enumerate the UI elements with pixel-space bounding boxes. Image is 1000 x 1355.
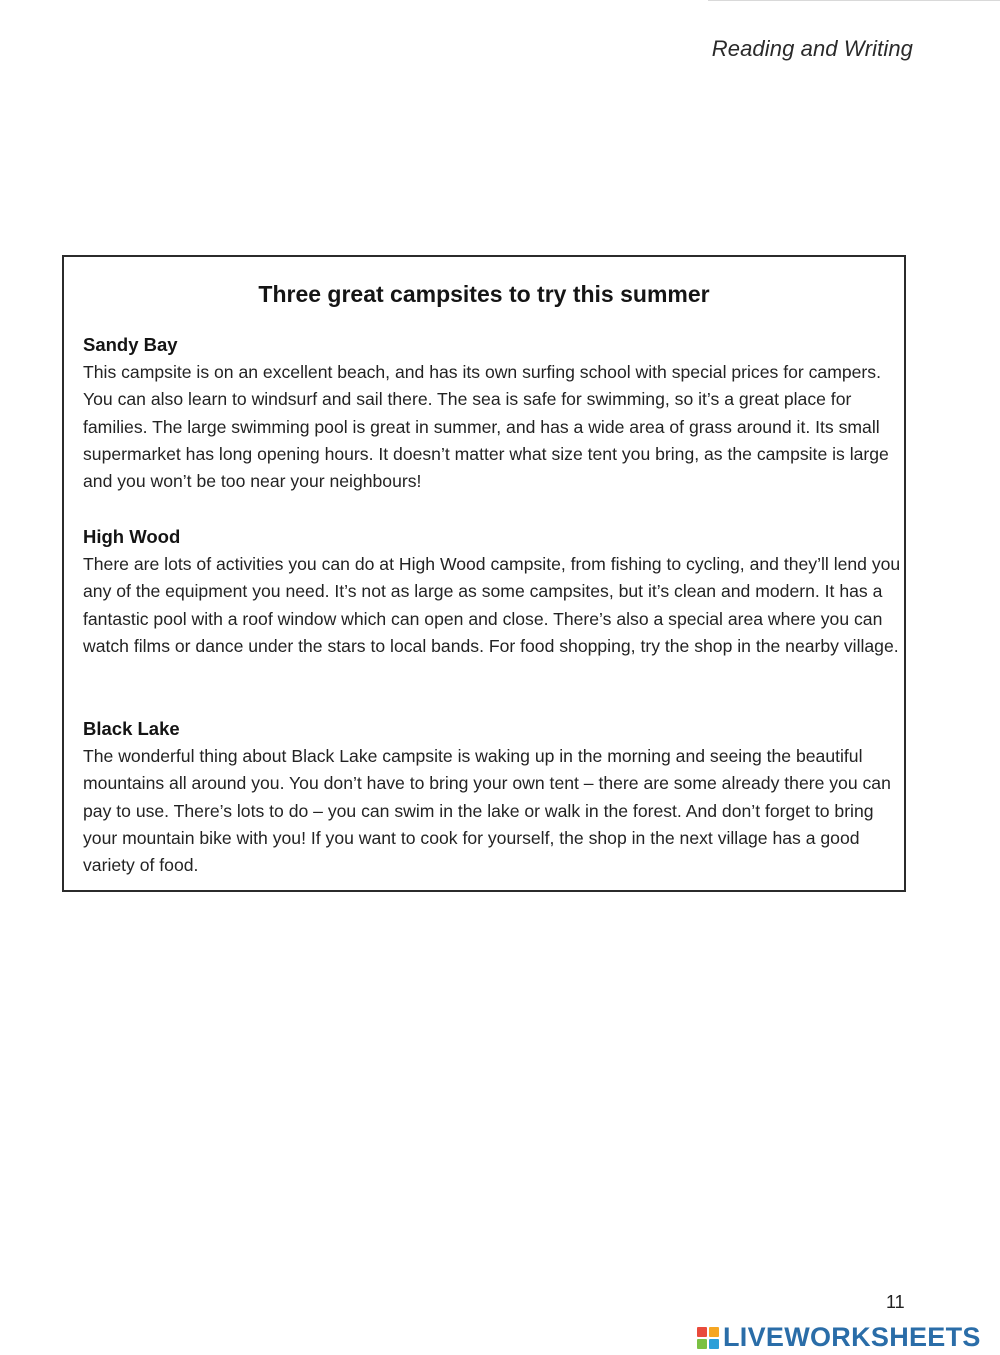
campsite-description: The wonderful thing about Black Lake campsite is waking up in the morning and seeing the beautiful mountains all around you. You don’t have to bring your own tent – there are some already there you can pay to use. There’s lots to do – you can swim in the lake or walk in the forest. And don’t forget to bring your mountain bike with you! If you want to cook for yourself, the shop in the next village has a good variety of food. [83,746,891,876]
brand-name: LIVEWORKSHEETS [723,1322,981,1352]
liveworksheets-logo-icon [697,1327,719,1349]
campsite-name: Sandy Bay [83,334,178,355]
top-rule [708,0,1000,1]
logo-square-red [697,1327,707,1337]
brand-watermark [697,1322,981,1353]
campsite-name: High Wood [83,526,181,547]
article-box [62,255,906,892]
page-number: 11 [886,1292,905,1312]
section-header: Reading and Writing [711,36,913,61]
campsite-name: Black Lake [83,718,180,739]
campsite-high-wood [83,523,905,660]
campsite-description: This campsite is on an excellent beach, and has its own surfing school with special prices for campers. You can also learn to windsurf and sail there. The sea is safe for swimming, so it’s a great place for families. The large swimming pool is great in summer, and has a wide area of grass around it. Its small supermarket has long opening hours. It doesn’t matter what size tent you bring, as the campsite is large and you won’t be too near your neighbours! [83,362,889,492]
campsite-black-lake [83,715,905,879]
campsite-sandy-bay [83,331,905,495]
logo-square-blue [709,1339,719,1349]
campsite-description: There are lots of activities you can do at High Wood campsite, from fishing to cycling, and they’ll lend you any of the equipment you need. It’s not as large as some campsites, but it’s clean and modern. It has a fantastic pool with a roof window which can open and close. There’s also a special area where you can watch films or dance under the stars to local bands. For food shopping, try the shop in the nearby village. [83,554,901,656]
logo-square-orange [709,1327,719,1337]
logo-square-green [697,1339,707,1349]
article-title: Three great campsites to try this summer [258,281,710,307]
